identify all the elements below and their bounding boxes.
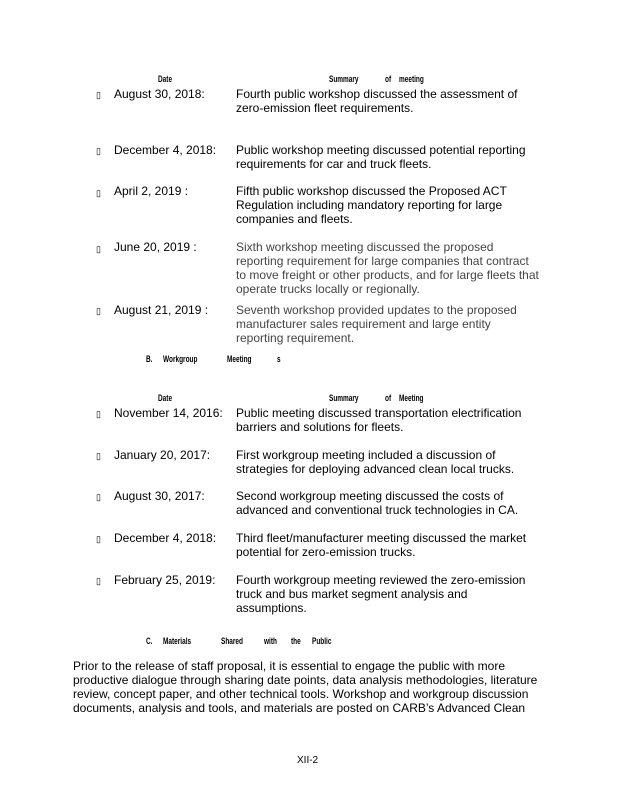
bullet-icon: ▯ xyxy=(96,409,101,419)
bullet-icon: ▯ xyxy=(96,534,101,544)
table2-row-date: November 14, 2016: xyxy=(114,406,223,420)
table1-header-summary: Summary xyxy=(329,74,359,84)
bullet-icon: ▯ xyxy=(96,146,101,156)
section-b-letter: B. xyxy=(146,354,153,364)
table1-row-summary: Sixth workshop meeting discussed the proposed reporting requirement for large companies that contract to move freight or other products, and for large fleets that operate trucks locally or regionally. xyxy=(236,240,539,296)
section-b-word2: Meeting xyxy=(227,354,252,364)
table2-row-summary: Public meeting discussed transportation electrification barriers and solutions for fleets. xyxy=(236,406,522,434)
table1-header-date: Date xyxy=(158,74,173,84)
table2-row-date: February 25, 2019: xyxy=(114,573,216,587)
table2-header-of: of xyxy=(385,393,392,403)
table1-row-date: April 2, 2019 : xyxy=(114,184,189,198)
section-c-word5: Public xyxy=(312,636,332,646)
bullet-icon: ▯ xyxy=(96,451,101,461)
section-c-word1: Materials xyxy=(163,636,192,646)
section-b-word1: Workgroup xyxy=(163,354,198,364)
table2-row-summary: Fourth workgroup meeting reviewed the zero-emission truck and bus market segment analysis and assumptions. xyxy=(236,573,526,615)
bullet-icon: ▯ xyxy=(96,90,101,100)
table1-row-summary: Public workshop meeting discussed potential reporting requirements for car and truck fleets. xyxy=(236,143,526,171)
table1-row-date: December 4, 2018: xyxy=(114,143,217,157)
section-c-letter: C. xyxy=(146,636,153,646)
table1-row-summary: Fifth public workshop discussed the Proposed ACT Regulation including mandatory reporting for large companies and fleets. xyxy=(236,184,507,226)
bullet-icon: ▯ xyxy=(96,244,101,254)
body-paragraph: Prior to the release of staff proposal, it is essential to engage the public with more productive dialogue through sharing date points, data analysis methodologies, literature review, concept paper, and other technical tools. Workshop and workgroup discussion documents, analysis and tools, and materials are posted on CARB’s Advanced Clean xyxy=(73,659,538,715)
table2-header-meeting: Meeting xyxy=(399,393,424,403)
table1-row-summary: Seventh workshop provided updates to the proposed manufacturer sales requirement and large entity reporting requirement. xyxy=(236,303,517,345)
table1-row-date: August 30, 2018: xyxy=(114,87,205,101)
table1-row-summary: Fourth public workshop discussed the assessment of zero-emission fleet requirements. xyxy=(236,87,518,115)
table1-header-meeting: meeting xyxy=(399,74,424,84)
table2-row-date: August 30, 2017: xyxy=(114,489,205,503)
section-c-word3: with xyxy=(264,636,277,646)
table1-row-date: August 21, 2019 : xyxy=(114,303,209,317)
bullet-icon: ▯ xyxy=(96,576,101,586)
table1-header-of: of xyxy=(385,74,392,84)
table2-row-summary: Second workgroup meeting discussed the costs of advanced and conventional truck technologies in CA. xyxy=(236,489,519,517)
section-c-word2: Shared xyxy=(221,636,243,646)
section-c-word4: the xyxy=(291,636,301,646)
table2-header-summary: Summary xyxy=(329,393,359,403)
page-number: XII-2 xyxy=(297,755,319,766)
table2-row-date: December 4, 2018: xyxy=(114,531,217,545)
table2-row-date: January 20, 2017: xyxy=(114,448,211,462)
table1-row-date: June 20, 2019 : xyxy=(114,240,197,254)
section-b-word3: s xyxy=(277,354,281,364)
bullet-icon: ▯ xyxy=(96,492,101,502)
table2-row-summary: Third fleet/manufacturer meeting discussed the market potential for zero-emission trucks. xyxy=(236,531,527,559)
bullet-icon: ▯ xyxy=(96,306,101,316)
bullet-icon: ▯ xyxy=(96,188,101,198)
table2-row-summary: First workgroup meeting included a discussion of strategies for deploying advanced clean local trucks. xyxy=(236,448,515,476)
table2-header-date: Date xyxy=(158,393,173,403)
